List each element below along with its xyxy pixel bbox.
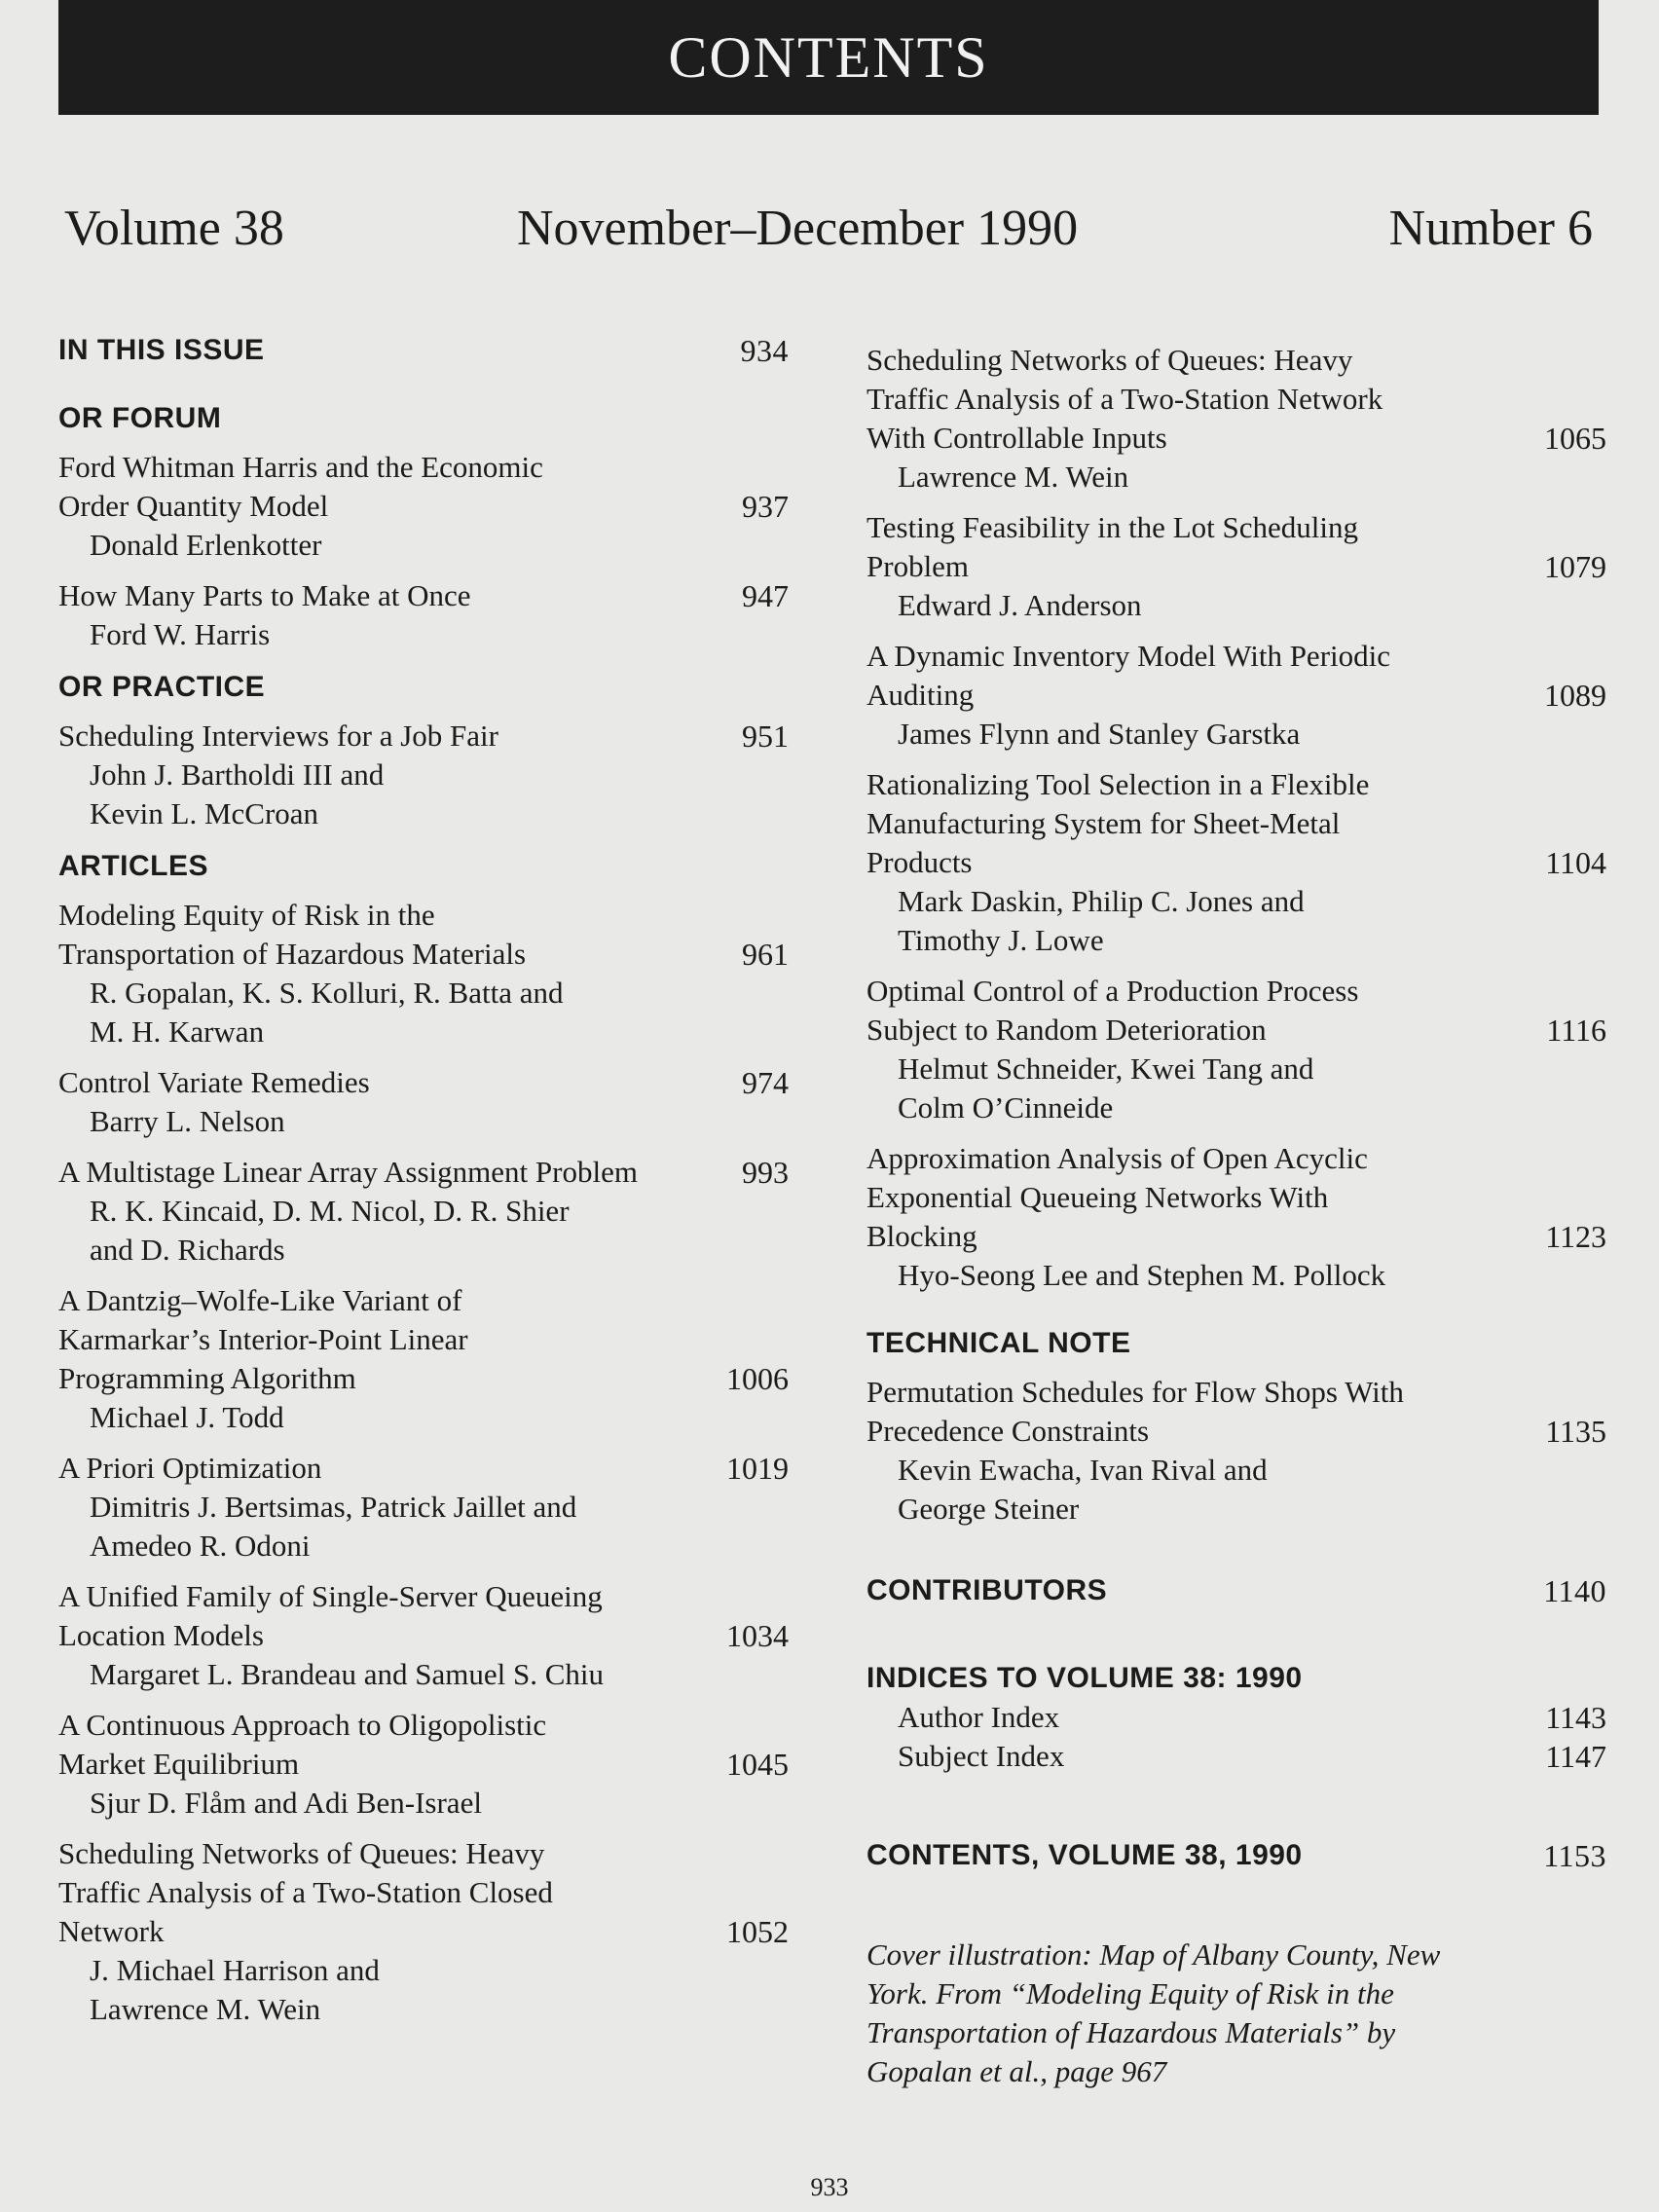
cover-illustration-caption: Cover illustration: Map of Albany County, New York. From “Modeling Equity of Risk in the Transportation of Hazardous Materials” by Gopalan et al., page 967 <box>866 1937 1441 2088</box>
toc-entry[interactable] <box>866 508 1606 625</box>
articles-entries <box>58 896 789 2029</box>
toc-entry[interactable] <box>58 1153 789 1270</box>
toc-entry[interactable] <box>58 896 789 1051</box>
section-articles: ARTICLES <box>58 850 208 882</box>
entry-title-line: Ford Whitman Harris and the Economic <box>58 450 543 484</box>
entry-authors-line: Ford W. Harris <box>90 617 271 651</box>
entry-authors-line: Helmut Schneider, Kwei Tang and <box>898 1051 1314 1086</box>
entry-title-line: Approximation Analysis of Open Acyclic <box>866 1141 1368 1175</box>
right-articles-entries <box>866 341 1606 1295</box>
page-number: 1123 <box>1545 1219 1606 1254</box>
or-forum-entries <box>58 448 789 654</box>
entry-authors-line: Edward J. Anderson <box>898 588 1142 622</box>
entry-title-line: Karmarkar’s Interior-Point Linear <box>58 1322 468 1356</box>
entry-authors-line: Colm O’Cinneide <box>898 1090 1114 1124</box>
page-number: 1065 <box>1544 421 1606 456</box>
entry-title-line: Rationalizing Tool Selection in a Flexible <box>866 767 1370 801</box>
page-number: 961 <box>742 937 789 972</box>
toc-entry[interactable] <box>58 1706 789 1823</box>
section-or-forum: OR FORUM <box>58 402 222 434</box>
entry-authors-line: James Flynn and Stanley Garstka <box>898 717 1301 751</box>
page-number: 1034 <box>726 1618 789 1653</box>
toc-entry[interactable] <box>866 972 1606 1127</box>
entry-title-line: Scheduling Networks of Queues: Heavy <box>58 1836 545 1870</box>
entry-authors-line: George Steiner <box>898 1492 1080 1526</box>
entry-title-line: A Unified Family of Single-Server Queueing <box>58 1579 603 1613</box>
toc-entry[interactable] <box>58 1063 789 1141</box>
entry-authors-line: Lawrence M. Wein <box>90 1992 321 2026</box>
page-number: 1143 <box>1545 1700 1606 1735</box>
page-number: 1019 <box>726 1451 789 1486</box>
entry-title-line: Permutation Schedules for Flow Shops With <box>866 1375 1404 1409</box>
entry-authors-line: Kevin L. McCroan <box>90 796 319 830</box>
entry-authors-line: Dimitris J. Bertsimas, Patrick Jaillet and <box>90 1490 577 1524</box>
contents-volume[interactable]: CONTENTS, VOLUME 38, 1990 1153 <box>866 1838 1606 1873</box>
number-label: Number 6 <box>1388 201 1593 256</box>
entry-authors-line: Margaret L. Brandeau and Samuel S. Chiu <box>90 1657 605 1691</box>
page-number: 1045 <box>726 1747 789 1782</box>
page-number: 1089 <box>1544 678 1606 713</box>
entry-title-line: Testing Feasibility in the Lot Scheduling <box>866 510 1358 544</box>
toc-entry[interactable] <box>58 1577 789 1694</box>
entry-title-line: Network <box>58 1914 165 1948</box>
contents-banner <box>58 0 1599 115</box>
toc-entry[interactable] <box>866 1139 1606 1295</box>
entry-title-line: Products <box>866 845 973 879</box>
banner-title: CONTENTS <box>668 24 989 90</box>
toc-entry[interactable] <box>866 637 1606 754</box>
entry-title-line: Traffic Analysis of a Two-Station Closed <box>58 1875 553 1909</box>
entry-authors-line: Donald Erlenkotter <box>90 528 322 562</box>
toc-entry[interactable] <box>58 448 789 565</box>
entry-title-line: A Multistage Linear Array Assignment Problem <box>58 1155 638 1189</box>
entry-authors-line: and D. Richards <box>90 1233 285 1267</box>
page-footer-number: 933 <box>810 2173 849 2201</box>
entry-authors-line: R. Gopalan, K. S. Kolluri, R. Batta and <box>90 976 564 1010</box>
entry-authors-line: M. H. Karwan <box>90 1014 265 1049</box>
entry-authors-line: Amedeo R. Odoni <box>90 1529 311 1563</box>
entry-title-line: Location Models <box>58 1618 264 1652</box>
entry-title-line: Auditing <box>866 678 975 712</box>
toc-entry[interactable] <box>866 341 1606 497</box>
page-number: 1006 <box>726 1361 789 1396</box>
page-number: 1079 <box>1544 549 1606 584</box>
toc-entry[interactable] <box>58 576 789 654</box>
entry-title-line: With Controllable Inputs <box>866 421 1167 455</box>
entry-title-line: Control Variate Remedies <box>58 1065 370 1099</box>
entry-authors-line: John J. Bartholdi III and <box>90 757 385 792</box>
toc-entry[interactable] <box>866 765 1606 960</box>
entry-title-line: A Dynamic Inventory Model With Periodic <box>866 639 1391 673</box>
technical-note-entries <box>866 1373 1606 1529</box>
entry-title-line: Problem <box>866 549 970 583</box>
entry-title-line: A Priori Optimization <box>58 1451 322 1485</box>
entry-authors-line: R. K. Kincaid, D. M. Nicol, D. R. Shier <box>90 1194 570 1228</box>
entry-title-line: Precedence Constraints <box>866 1414 1150 1448</box>
page-number: 1135 <box>1545 1414 1606 1449</box>
page-number: 974 <box>742 1065 789 1100</box>
entry-title-line: A Dantzig–Wolfe-Like Variant of <box>58 1283 462 1317</box>
page-number: 1147 <box>1545 1739 1606 1774</box>
section-indices: INDICES TO VOLUME 38: 1990 <box>866 1662 1303 1694</box>
index-item-subject[interactable]: Subject Index 1147 <box>898 1739 1606 1774</box>
entry-title-line: Order Quantity Model <box>58 489 329 523</box>
page-number: 951 <box>742 719 789 754</box>
entry-title-line: Scheduling Networks of Queues: Heavy <box>866 343 1353 377</box>
contributors[interactable]: CONTRIBUTORS 1140 <box>866 1573 1606 1608</box>
entry-title-line: Traffic Analysis of a Two-Station Network <box>866 382 1383 416</box>
page-number: 934 <box>740 333 789 368</box>
toc-entry[interactable] <box>58 1449 789 1566</box>
page-number: 947 <box>742 578 789 613</box>
section-or-practice: OR PRACTICE <box>58 671 266 703</box>
entry-title-line: Scheduling Interviews for a Job Fair <box>58 719 498 753</box>
section-technical-note: TECHNICAL NOTE <box>866 1327 1131 1359</box>
toc-entry[interactable] <box>58 717 789 833</box>
entry-authors-line: Sjur D. Flåm and Adi Ben-Israel <box>90 1786 482 1820</box>
entry-authors-line: Hyo-Seong Lee and Stephen M. Pollock <box>898 1258 1386 1292</box>
entry-authors-line: Kevin Ewacha, Ivan Rival and <box>898 1453 1268 1487</box>
entry-title-line: Exponential Queueing Networks With <box>866 1180 1329 1214</box>
entry-authors-line: J. Michael Harrison and <box>90 1953 380 1987</box>
page-number: 1104 <box>1545 845 1606 880</box>
entry-title-line: Blocking <box>866 1219 977 1253</box>
index-item-author[interactable]: Author Index 1143 <box>898 1700 1606 1735</box>
entry-title-line: Programming Algorithm <box>58 1361 356 1395</box>
entry-authors-line: Timothy J. Lowe <box>898 923 1104 957</box>
entry-authors-line: Mark Daskin, Philip C. Jones and <box>898 884 1305 918</box>
entry-title-line: How Many Parts to Make at Once <box>58 578 471 612</box>
entry-title-line: Optimal Control of a Production Process <box>866 974 1359 1008</box>
entry-authors-line: Michael J. Todd <box>90 1400 284 1434</box>
toc-entry[interactable] <box>58 1281 789 1437</box>
page-number: 1153 <box>1543 1838 1606 1873</box>
page-number: 1140 <box>1543 1573 1606 1608</box>
entry-title-line: Market Equilibrium <box>58 1747 300 1781</box>
or-practice-entries <box>58 717 789 833</box>
toc-entry[interactable] <box>58 1834 789 2029</box>
entry-title-line: Subject to Random Deterioration <box>866 1013 1267 1047</box>
page-number: 1052 <box>726 1914 789 1949</box>
left-column <box>58 331 789 2041</box>
entry-authors-line: Barry L. Nelson <box>90 1104 285 1138</box>
issue-header <box>64 200 1593 268</box>
volume-label: Volume 38 <box>64 201 284 256</box>
entry-authors-line: Lawrence M. Wein <box>898 460 1129 494</box>
in-this-issue[interactable]: IN THIS ISSUE 934 <box>58 333 789 368</box>
toc-entry[interactable] <box>866 1373 1606 1529</box>
page-number: 1116 <box>1546 1013 1606 1048</box>
entry-title-line: Modeling Equity of Risk in the <box>58 898 435 932</box>
page-number: 937 <box>742 489 789 524</box>
indices-list <box>866 1698 1606 1776</box>
page-number: 993 <box>742 1155 789 1190</box>
entry-title-line: A Continuous Approach to Oligopolistic <box>58 1708 547 1742</box>
entry-title-line: Manufacturing System for Sheet-Metal <box>866 806 1341 840</box>
issue-date: November–December 1990 <box>517 201 1079 256</box>
right-column <box>866 331 1606 2091</box>
entry-title-line: Transportation of Hazardous Materials <box>58 937 527 971</box>
